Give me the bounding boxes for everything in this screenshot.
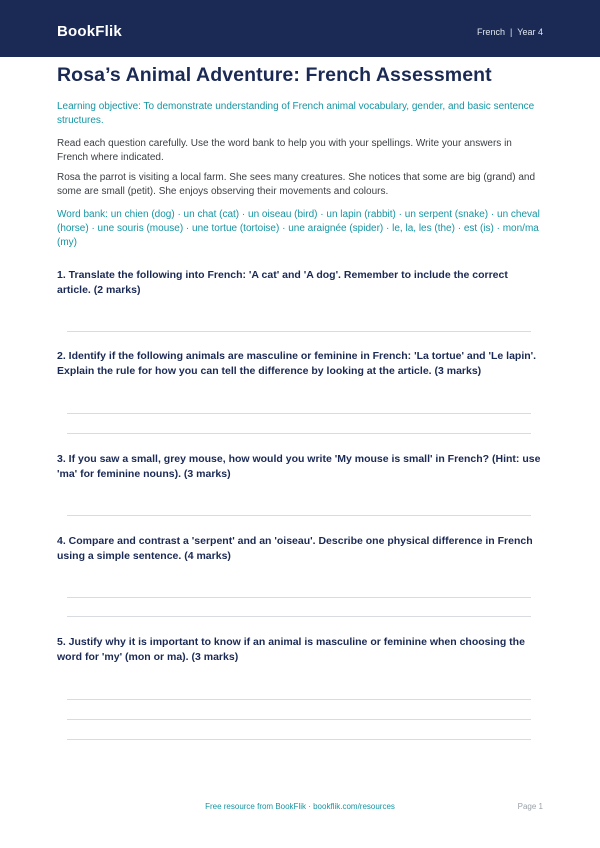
answer-line-4a[interactable] <box>67 597 531 598</box>
answer-line-1a[interactable] <box>67 331 531 332</box>
page-header <box>0 0 600 57</box>
page-title: Rosa’s Animal Adventure: French Assessment <box>57 64 492 86</box>
page-number: Page 1 <box>517 802 543 811</box>
answer-line-4b[interactable] <box>67 616 531 617</box>
brand-logo-text: BookFlik <box>57 23 122 40</box>
answer-line-5a[interactable] <box>67 699 531 700</box>
subject-label: French <box>476 27 505 37</box>
question-2: 2. Identify if the following animals are masculine or feminine in French: 'La tortue' and 'Le lapin'. Explain the rule for how you can tell the difference by looking at the article. (3 marks) <box>57 350 537 377</box>
answer-line-2b[interactable] <box>67 433 531 434</box>
answer-line-5c[interactable] <box>67 739 531 740</box>
question-5: 5. Justify why it is important to know if an animal is masculine or feminine when choosing the word for 'my' (mon or ma). (3 marks) <box>57 636 525 663</box>
answer-line-3a[interactable] <box>67 515 531 516</box>
question-4: 4. Compare and contrast a 'serpent' and an 'oiseau'. Describe one physical difference in French using a simple sentence. (4 marks) <box>57 535 533 562</box>
question-1: 1. Translate the following into French: 'A cat' and 'A dog'. Remember to include the correct article. (2 marks) <box>57 269 508 296</box>
instructions-text: Read each question carefully. Use the word bank to help you with your spellings. Write your answers in French where indicated. <box>57 138 512 163</box>
question-3: 3. If you saw a small, grey mouse, how would you write 'My mouse is small' in French? (Hint: use 'ma' for feminine nouns). (3 marks) <box>57 453 541 480</box>
word-bank: Word bank: un chien (dog) · un chat (cat) · un oiseau (bird) · un lapin (rabbit) · un serpent (snake) · un cheval (horse) · une souris (mouse) · une tortue (tortoise) · une araignée (spider) · le, la, les (the) · est (is) · mon/ma (my) <box>57 209 540 248</box>
subject-year-label <box>477 27 543 37</box>
learning-objective: Learning objective: To demonstrate understanding of French animal vocabulary, gender, and basic sentence structures. <box>57 101 535 126</box>
answer-line-5b[interactable] <box>67 719 531 720</box>
header-separator: | <box>509 27 513 37</box>
story-text: Rosa the parrot is visiting a local farm. She sees many creatures. She notices that some are big (grand) and some are small (petit). She enjoys observing their movements and colours. <box>57 172 536 197</box>
footer-resource-link[interactable]: Free resource from BookFlik · bookflik.com/resources <box>205 802 395 811</box>
answer-line-2a[interactable] <box>67 413 531 414</box>
year-label: Year 4 <box>517 27 543 37</box>
